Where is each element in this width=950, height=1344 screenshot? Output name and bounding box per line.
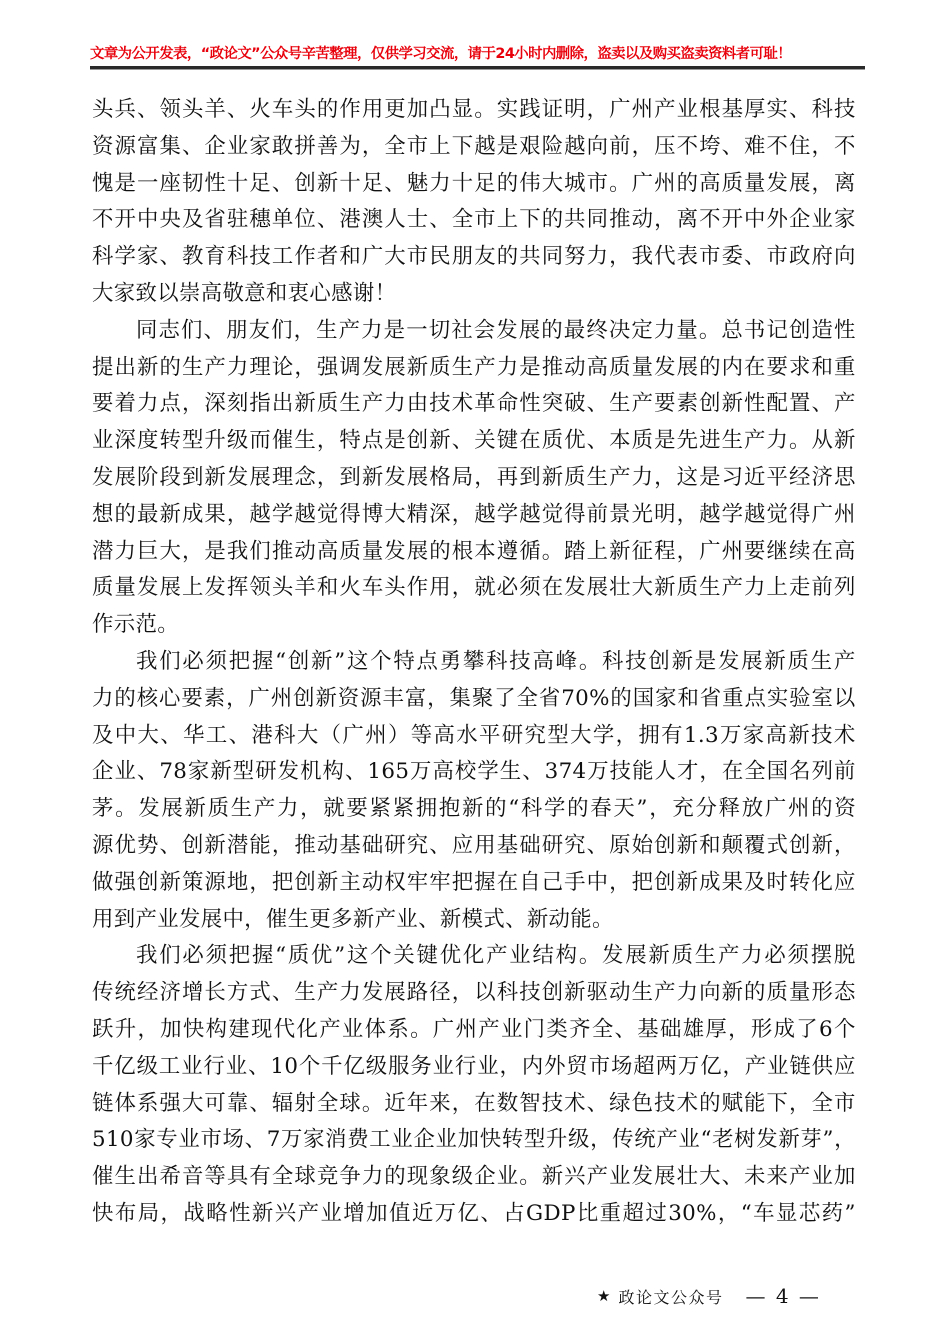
text-line: 愧 是 一 座 韧 性 十 足 、 创 新 十 足 、 魅 力 十 足 的 伟 大 城 市 。 广 州 的 高 质 量 发 展 ， 离	[92, 170, 856, 196]
star-icon: ★	[597, 1287, 611, 1305]
page-footer	[597, 1284, 821, 1308]
text-line: 想 的 最 新 成 果 ， 越 学 越 觉 得 博 大 精 深 ， 越 学 越 觉 得 前 景 光 明 ， 越 学 越 觉 得 广 州	[92, 501, 856, 527]
text-line: 科 学 家 、 教 育 科 技 工 作 者 和 广 大 市 民 朋 友 的 共 同 努 力 ， 我 代 表 市 委 、 市 政 府 向	[92, 244, 856, 270]
copyright-notice: 文章为公开发表，“政论文”公众号辛苦整理，仅供学习交流，请于24小时内删除，盗卖以及购买盗卖资料者可耻！	[90, 46, 792, 62]
text-line: 力 的 核 心 要 素 ， 广 州 创 新 资 源 丰 富 ， 集 聚 了 全 省 70% 的 国 家 和 省 重 点 实 验 室 以	[92, 685, 856, 711]
text-line: 做 强 创 新 策 源 地 ， 把 创 新 主 动 权 牢 牢 把 握 在 自 己 手 中 ， 把 创 新 成 果 及 时 转 化 应	[92, 869, 856, 895]
text-line: 大家致以崇高敬意和衷心感谢！	[92, 280, 397, 306]
text-line: 及 中 大 、 华 工 、 港 科 大 （ 广 州 ） 等 高 水 平 研 究 型 大 学 ， 拥 有 1.3 万 家 高 新 技 术	[92, 722, 856, 748]
text-line: 资 源 富 集 、 企 业 家 敢 拼 善 为 ， 全 市 上 下 越 是 艰 险 越 向 前 ， 压 不 垮 、 难 不 住 ， 不	[92, 133, 856, 159]
text-line: 潜 力 巨 大 ， 是 我 们 推 动 高 质 量 发 展 的 根 本 遵 循 。 踏 上 新 征 程 ， 广 州 要 继 续 在 高	[92, 538, 856, 564]
footer-brand: 政论文公众号	[618, 1287, 724, 1307]
text-line: 业 深 度 转 型 升 级 而 催 生 ， 特 点 是 创 新 、 关 键 在 质 优 、 本 质 是 先 进 生 产 力 。 从 新	[92, 428, 856, 454]
text-line: 用到产业发展中，催生更多新产业、新模式、新动能。	[92, 906, 614, 932]
text-line: 质 量 发 展 上 发 挥 领 头 羊 和 火 车 头 作 用 ， 就 必 须 在 发 展 壮 大 新 质 生 产 力 上 走 前 列	[92, 575, 856, 601]
text-line: 传 统 经 济 增 长 方 式 、 生 产 力 发 展 路 径 ， 以 科 技 创 新 驱 动 生 产 力 向 新 的 质 量 形 态	[92, 980, 856, 1006]
text-line: 链 体 系 强 大 可 靠 、 辐 射 全 球 。 近 年 来 ， 在 数 智 技 术 、 绿 色 技 术 的 赋 能 下 ， 全 市	[92, 1090, 856, 1116]
text-line: 同 志 们 、 朋 友 们 ， 生 产 力 是 一 切 社 会 发 展 的 最 终 决 定 力 量 。 总 书 记 创 造 性	[136, 317, 856, 343]
text-line: 不 开 中 央 及 省 驻 穗 单 位 、 港 澳 人 士 、 全 市 上 下 的 共 同 推 动 ， 离 不 开 中 外 企 业 家	[92, 207, 856, 233]
paragraph-3	[92, 644, 856, 938]
text-line: 茅 。 发 展 新 质 生 产 力 ， 就 要 紧 紧 拥 抱 新 的 “ 科 学 的 春 天 ” ， 充 分 释 放 广 州 的 资	[92, 796, 856, 822]
text-line: 头 兵 、 领 头 羊 、 火 车 头 的 作 用 更 加 凸 显 。 实 践 证 明 ， 广 州 产 业 根 基 厚 实 、 科 技	[92, 97, 856, 122]
text-line: 企 业 、 78 家 新 型 研 发 机 构 、 165 万 高 校 学 生 、 374 万 技 能 人 才 ， 在 全 国 名 列 前	[92, 759, 856, 785]
paragraph-2	[92, 313, 856, 644]
page-number: — 4 —	[745, 1284, 821, 1308]
text-line: 要 着 力 点 ， 深 刻 指 出 新 质 生 产 力 由 技 术 革 命 性 突 破 、 生 产 要 素 创 新 性 配 置 、 产	[92, 391, 856, 417]
text-line: 提 出 新 的 生 产 力 理 论 ， 强 调 发 展 新 质 生 产 力 是 推 动 高 质 量 发 展 的 内 在 要 求 和 重	[92, 354, 856, 380]
text-line: 我 们 必 须 把 握 “ 质 优 ” 这 个 关 键 优 化 产 业 结 构 。 发 展 新 质 生 产 力 必 须 摆 脱	[136, 943, 856, 969]
text-line: 源 优 势 、 创 新 潜 能 ， 推 动 基 础 研 究 、 应 用 基 础 研 究 、 原 始 创 新 和 颠 覆 式 创 新 ，	[92, 832, 856, 858]
text-line: 千 亿 级 工 业 行 业 、 10 个 千 亿 级 服 务 业 行 业 ， 内 外 贸 市 场 超 两 万 亿 ， 产 业 链 供 应	[92, 1053, 856, 1079]
paragraph-1	[92, 92, 856, 313]
text-line: 510 家 专 业 市 场 、 7 万 家 消 费 工 业 企 业 加 快 转 型 升 级 ， 传 统 产 业 “ 老 树 发 新 芽 ” ，	[92, 1127, 856, 1153]
text-line: 发 展 阶 段 到 新 发 展 理 念 ， 到 新 发 展 格 局 ， 再 到 新 质 生 产 力 ， 这 是 习 近 平 经 济 思	[92, 464, 856, 490]
paragraph-4	[92, 938, 856, 1232]
article-body	[92, 92, 856, 1233]
text-line: 作示范。	[92, 612, 179, 638]
text-line: 跃 升 ， 加 快 构 建 现 代 化 产 业 体 系 。 广 州 产 业 门 类 齐 全 、 基 础 雄 厚 ， 形 成 了 6 个	[92, 1016, 856, 1042]
text-line: 快 布 局 ， 战 略 性 新 兴 产 业 增 加 值 近 万 亿 、 占 GDP 比 重 超 过 30% ， “ 车 显 芯 药 ”	[92, 1200, 856, 1226]
page-header	[90, 44, 865, 70]
text-line: 我 们 必 须 把 握 “ 创 新 ” 这 个 特 点 勇 攀 科 技 高 峰 。 科 技 创 新 是 发 展 新 质 生 产	[136, 648, 856, 674]
text-line: 催 生 出 希 音 等 具 有 全 球 竞 争 力 的 现 象 级 企 业 。 新 兴 产 业 发 展 壮 大 、 未 来 产 业 加	[92, 1164, 856, 1190]
header-divider	[90, 66, 865, 70]
